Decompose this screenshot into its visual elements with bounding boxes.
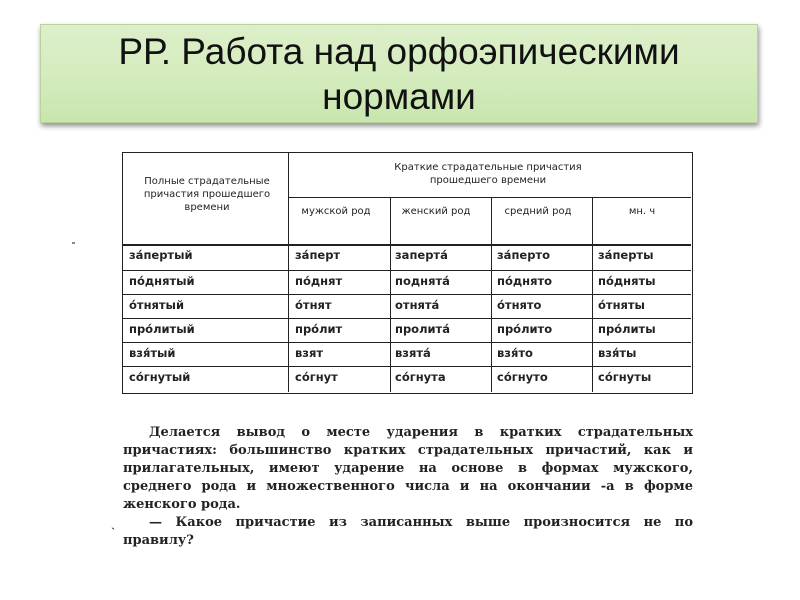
table-cell: про́лито [497, 322, 553, 336]
table-cell: за́пертый [129, 248, 193, 262]
table-rule [123, 244, 691, 246]
table-rule [592, 197, 593, 392]
subheader-neuter: средний род [504, 206, 572, 217]
title-banner [40, 24, 758, 123]
table-cell: про́литы [598, 322, 656, 336]
table-cell: про́литый [129, 322, 195, 336]
table-cell: за́перты [598, 248, 654, 262]
table-rule [288, 153, 289, 392]
table-cell: о́тнят [295, 298, 332, 312]
table-cell: пролита́ [395, 322, 450, 336]
table-cell: за́перт [295, 248, 341, 262]
slide-title: РР. Работа над орфоэпическими нормами [118, 30, 680, 117]
table-cell: взя́ты [598, 346, 637, 360]
conclusion-paragraph: Делается вывод о месте ударения в кратких страдательных причастиях: большинство кратких страдательных причастий, как и прилагательных, имеют ударение на основе в формах мужского, среднего рода и множественного числа и на окончании -а в форме женского рода. [123, 425, 693, 512]
table-cell: взя́то [497, 346, 533, 360]
table-cell: по́днято [497, 274, 553, 288]
stray-dot [72, 242, 75, 244]
table-cell: со́гнуто [497, 370, 548, 384]
table-cell: взят [295, 346, 324, 360]
subheader-masculine: мужской род [301, 206, 371, 217]
table-cell: со́гнут [295, 370, 338, 384]
table-cell: поднята́ [395, 274, 450, 288]
table-rule [123, 318, 691, 319]
table-rule [123, 270, 691, 271]
subheader-plural: мн. ч [628, 206, 656, 217]
table-cell: со́гнутый [129, 370, 191, 384]
header-short-participles: Краткие страдательные причастия прошедшего времени [394, 162, 582, 186]
table-rule [123, 342, 691, 343]
table-cell: взята́ [395, 346, 431, 360]
table-cell: за́перто [497, 248, 550, 262]
table-cell: о́тняты [598, 298, 645, 312]
participle-table [122, 152, 693, 394]
table-cell: по́днят [295, 274, 343, 288]
table-rule [491, 197, 492, 392]
table-cell: со́гнуты [598, 370, 652, 384]
question-text: — Какое причастие из записанных выше произносится не по правилу? [123, 515, 693, 548]
question-row [111, 514, 693, 550]
table-cell: заперта́ [395, 248, 448, 262]
table-rule [288, 197, 691, 198]
table-cell: о́тнятый [129, 298, 185, 312]
table-cell: по́дняты [598, 274, 656, 288]
table-cell: про́лит [295, 322, 343, 336]
header-full-participles: Полные страдательные причастия прошедшего времени [143, 176, 271, 213]
table-cell: отнята́ [395, 298, 440, 312]
table-cell: со́гнута [395, 370, 446, 384]
table-cell: взя́тый [129, 346, 176, 360]
table-rule [123, 366, 691, 367]
table-cell: о́тнято [497, 298, 542, 312]
conclusion-text [111, 424, 693, 550]
table-cell: по́днятый [129, 274, 195, 288]
table-rule [123, 294, 691, 295]
question-marker: ˎ [111, 516, 115, 530]
table-rule [390, 197, 391, 392]
subheader-feminine: женский род [401, 206, 471, 217]
